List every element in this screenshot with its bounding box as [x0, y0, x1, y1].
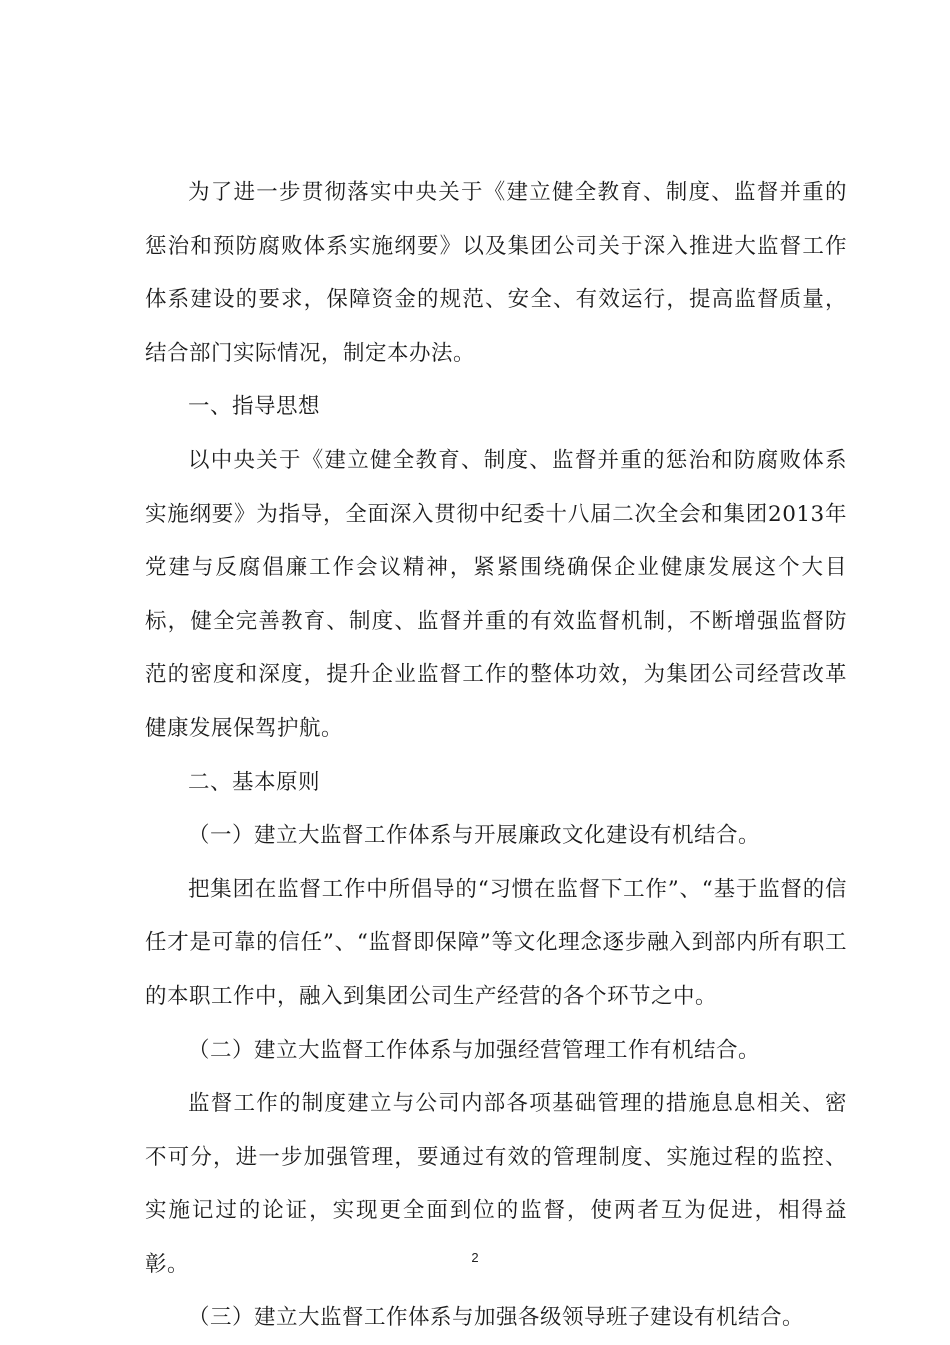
intro-paragraph: 为了进一步贯彻落实中央关于《建立健全教育、制度、监督并重的惩治和预防腐败体系实施纲要》以及集团公司关于深入推进大监督工作体系建设的要求，保障资金的规范、安全、有效运行，提高监督质量，结合部门实际情况，制定本办法。	[145, 180, 847, 366]
page-number: 2	[471, 1250, 479, 1265]
section-heading-guiding-ideology: 一、指导思想	[188, 394, 321, 420]
principle-3-heading: （三）建立大监督工作体系与加强各级领导班子建设有机结合。	[188, 1305, 805, 1331]
principle-1-heading: （一）建立大监督工作体系与开展廉政文化建设有机结合。	[188, 823, 761, 849]
principle-1-paragraph: 把集团在监督工作中所倡导的“习惯在监督下工作”、“基于监督的信任才是可靠的信任”、“监督即保障”等文化理念逐步融入到部内所有职工的本职工作中，融入到集团公司生产经营的各个环节之中。	[145, 876, 847, 1009]
principle-2-heading: （二）建立大监督工作体系与加强经营管理工作有机结合。	[188, 1037, 761, 1063]
guiding-ideology-paragraph: 以中央关于《建立健全教育、制度、监督并重的惩治和防腐败体系实施纲要》为指导，全面深入贯彻中纪委十八届二次全会和集团2013年党建与反腐倡廉工作会议精神，紧紧围绕确保企业健康发展这个大目标，健全完善教育、制度、监督并重的有效监督机制，不断增强监督防范的密度和深度，提升企业监督工作的整体功效，为集团公司经营改革健康发展保驾护航。	[145, 447, 847, 741]
principle-2-paragraph: 监督工作的制度建立与公司内部各项基础管理的措施息息相关、密不可分，进一步加强管理，要通过有效的管理制度、实施过程的监控、实施记过的论证，实现更全面到位的监督，使两者互为促进，相得益彰。	[145, 1091, 847, 1277]
document-body	[145, 166, 847, 1345]
section-heading-basic-principles: 二、基本原则	[188, 769, 321, 795]
